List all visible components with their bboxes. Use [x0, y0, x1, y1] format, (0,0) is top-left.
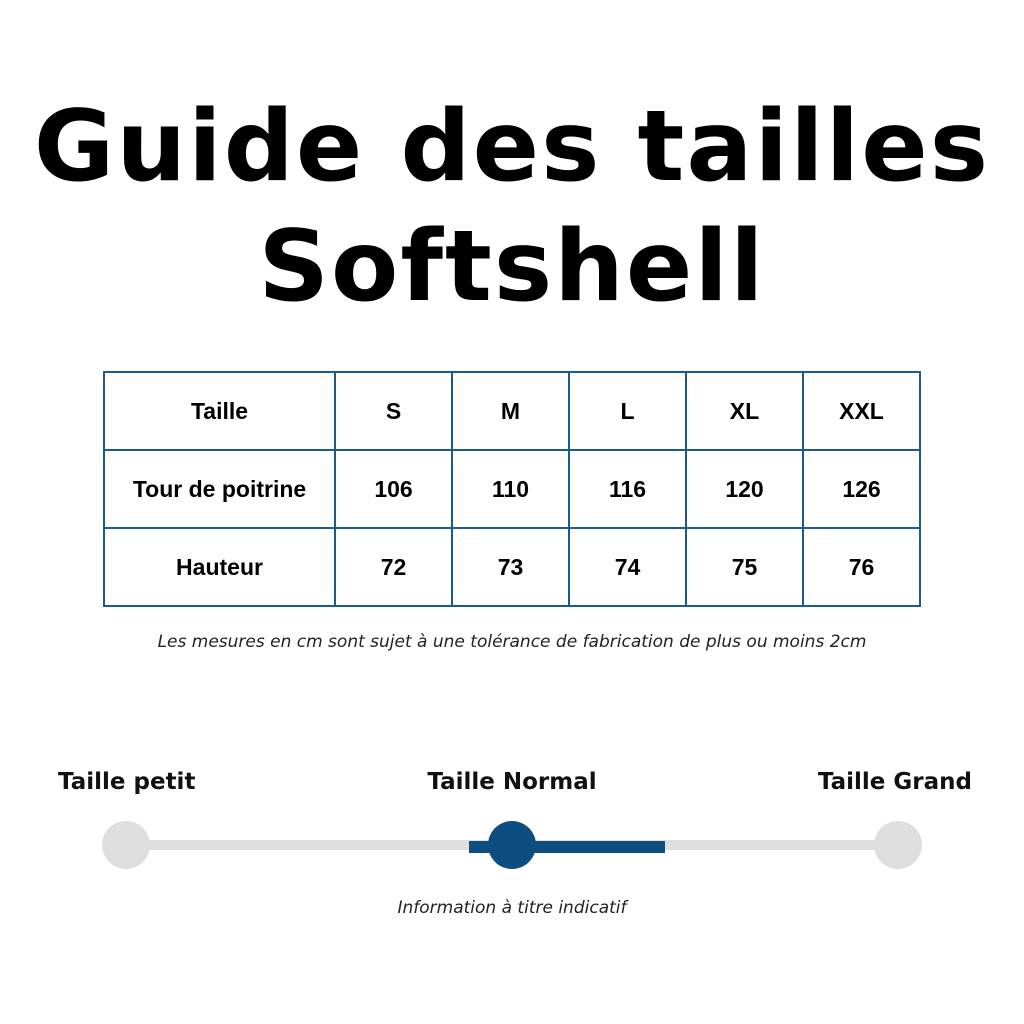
table-cell: 126: [803, 450, 920, 528]
table-cell: 116: [569, 450, 686, 528]
fit-dot-large: [874, 821, 922, 869]
header-cell-s: S: [335, 372, 452, 450]
fit-label-normal: Taille Normal: [427, 769, 597, 795]
header-cell-xxl: XXL: [803, 372, 920, 450]
table-cell: 75: [686, 528, 803, 606]
header-cell-m: M: [452, 372, 569, 450]
fit-dot-normal-selected: [488, 821, 536, 869]
table-cell: 120: [686, 450, 803, 528]
title-line-1: Guide des tailles: [33, 90, 991, 204]
table-row: [104, 528, 920, 606]
fit-dot-small: [102, 821, 150, 869]
table-cell: 76: [803, 528, 920, 606]
header-cell-taille: Taille: [104, 372, 335, 450]
fit-label-large: Taille Grand: [817, 769, 972, 795]
table-cell: 72: [335, 528, 452, 606]
table-cell: 106: [335, 450, 452, 528]
table-cell: 73: [452, 528, 569, 606]
title-line-2: Softshell: [258, 210, 766, 324]
indicative-footnote: Information à titre indicatif: [397, 898, 627, 918]
table-row: [104, 450, 920, 528]
header-cell-l: L: [569, 372, 686, 450]
row-label-tour-de-poitrine: Tour de poitrine: [104, 450, 335, 528]
size-table: [103, 371, 921, 607]
table-cell: 110: [452, 450, 569, 528]
table-header-row: [104, 372, 920, 450]
row-label-hauteur: Hauteur: [104, 528, 335, 606]
tolerance-note: Les mesures en cm sont sujet à une tolérance de fabrication de plus ou moins 2cm: [157, 632, 867, 652]
table-cell: 74: [569, 528, 686, 606]
fit-label-small: Taille petit: [58, 769, 196, 795]
header-cell-xl: XL: [686, 372, 803, 450]
